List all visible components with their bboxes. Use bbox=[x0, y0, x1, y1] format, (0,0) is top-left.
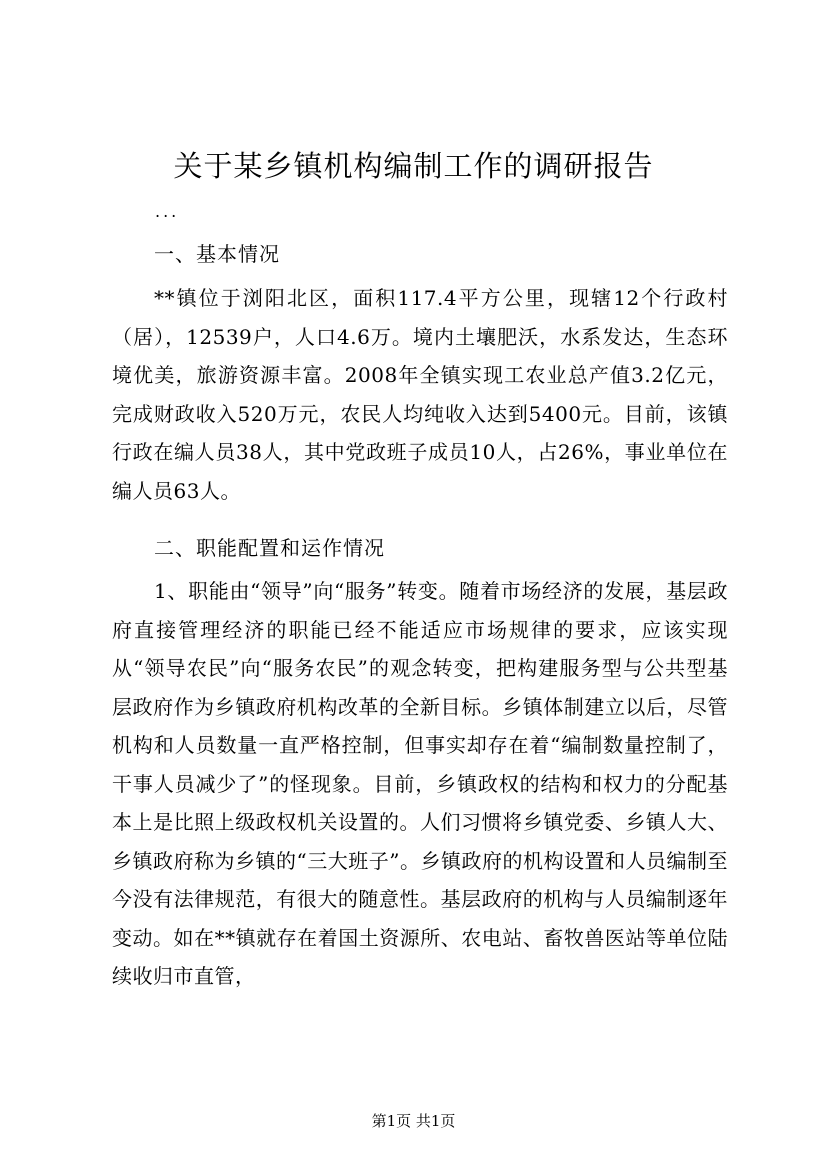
section-heading-basic-info: 一、基本情况 bbox=[154, 242, 280, 266]
section-paragraph-basic-info bbox=[112, 279, 728, 510]
ellipsis-text: ... bbox=[155, 202, 180, 221]
document-title: 关于某乡镇机构编制工作的调研报告 bbox=[173, 149, 654, 183]
page-footer: 第1页 共1页 bbox=[371, 1112, 456, 1130]
paragraph-text: **镇位于浏阳北区，面积117.4平方公里，现辖12个行政村（居），12539户，人口4.6万。境内土壤肥沃，水系发达，生态环境优美，旅游资源丰富。2008年全镇实现工农业总产值3.2亿元，完成财政收入520万元，农民人均纯收入达到5400元。目前，该镇行政在编人员38人，其中党政班子成员10人，占26%，事业单位在编人员63人。 bbox=[112, 286, 728, 503]
section-paragraph-functions bbox=[112, 572, 728, 996]
section-heading-functions: 二、职能配置和运作情况 bbox=[154, 536, 385, 560]
paragraph-text: 1、职能由“领导”向“服务”转变。随着市场经济的发展，基层政府直接管理经济的职能已经不能适应市场规律的要求，应该实现从“领导农民”向“服务农民”的观念转变，把构建服务型与公共型基层政府作为乡镇政府机构改革的全新目标。乡镇体制建立以后，尽管机构和人员数量一直严格控制，但事实却存在着“编制数量控制了，干事人员减少了”的怪现象。目前，乡镇政权的结构和权力的分配基本上是比照上级政权机关设置的。人们习惯将乡镇党委、乡镇人大、乡镇政府称为乡镇的“三大班子”。乡镇政府的机构设置和人员编制至今没有法律规范，有很大的随意性。基层政府的机构与人员编制逐年变动。如在**镇就存在着国土资源所、农电站、畜牧兽医站等单位陆续收归市直管， bbox=[112, 579, 728, 988]
